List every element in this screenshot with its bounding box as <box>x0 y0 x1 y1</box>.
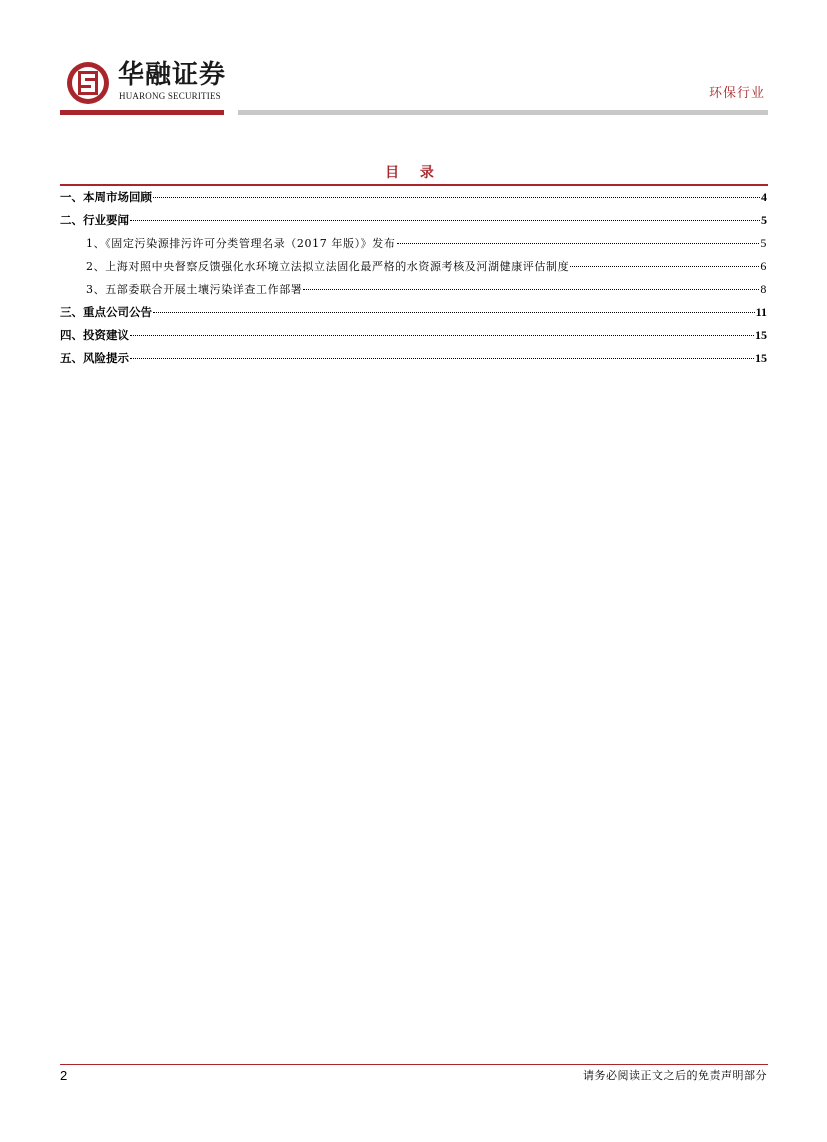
toc-entry[interactable] <box>60 212 767 235</box>
footer-divider <box>60 1064 768 1065</box>
toc-entry-label: 一、本周市场回顾 <box>60 190 152 204</box>
toc-leader-dots <box>153 311 755 313</box>
toc-leader-dots <box>570 265 759 267</box>
industry-label: 环保行业 <box>708 86 765 101</box>
table-of-contents <box>60 189 767 373</box>
toc-entry-label: 三、重点公司公告 <box>60 305 152 319</box>
toc-entry-label: 四、投资建议 <box>60 328 129 342</box>
toc-leader-dots <box>153 196 760 198</box>
toc-entry-page: 5 <box>760 236 767 250</box>
toc-entry[interactable] <box>60 350 767 373</box>
page-number: 2 <box>60 1068 68 1083</box>
toc-title-rule <box>60 184 768 186</box>
toc-entry-page: 8 <box>760 282 767 296</box>
toc-entry-label: 二、行业要闻 <box>60 213 129 227</box>
toc-entry[interactable] <box>60 258 767 281</box>
brand-name-cn: 华融证券 <box>118 60 227 90</box>
toc-entry-page: 5 <box>761 213 767 227</box>
toc-entry-label: 五、风险提示 <box>60 351 129 365</box>
toc-entry-page: 6 <box>760 259 767 273</box>
toc-entry-label: 2、上海对照中央督察反馈强化水环境立法拟立法固化最严格的水资源考核及河湖健康评估制度 <box>86 260 570 273</box>
toc-entry[interactable] <box>60 304 767 327</box>
header-divider-accent <box>60 110 224 115</box>
toc-entry-page: 11 <box>755 305 767 319</box>
toc-leader-dots <box>130 219 760 221</box>
toc-entry-label: 1、《固定污染源排污许可分类管理名录（2017 年版）》发布 <box>86 237 396 250</box>
toc-leader-dots <box>397 242 760 244</box>
toc-entry-label: 3、五部委联合开展土壤污染详查工作部署 <box>86 283 303 296</box>
toc-entry-page: 15 <box>755 328 767 342</box>
toc-title: 目 录 <box>385 165 442 181</box>
toc-leader-dots <box>130 357 754 359</box>
disclaimer-text: 请务必阅读正文之后的免责声明部分 <box>583 1069 767 1082</box>
toc-entry-page: 4 <box>761 190 767 204</box>
toc-leader-dots <box>303 288 759 290</box>
toc-entry[interactable] <box>60 189 767 212</box>
header-divider <box>238 110 768 115</box>
huarong-logo-icon <box>66 61 110 105</box>
toc-leader-dots <box>130 334 754 336</box>
toc-entry[interactable] <box>60 235 767 258</box>
toc-entry[interactable] <box>60 281 767 304</box>
brand-name-en: HUARONG SECURITIES <box>119 91 221 101</box>
toc-entry[interactable] <box>60 327 767 350</box>
toc-entry-page: 15 <box>755 351 767 365</box>
